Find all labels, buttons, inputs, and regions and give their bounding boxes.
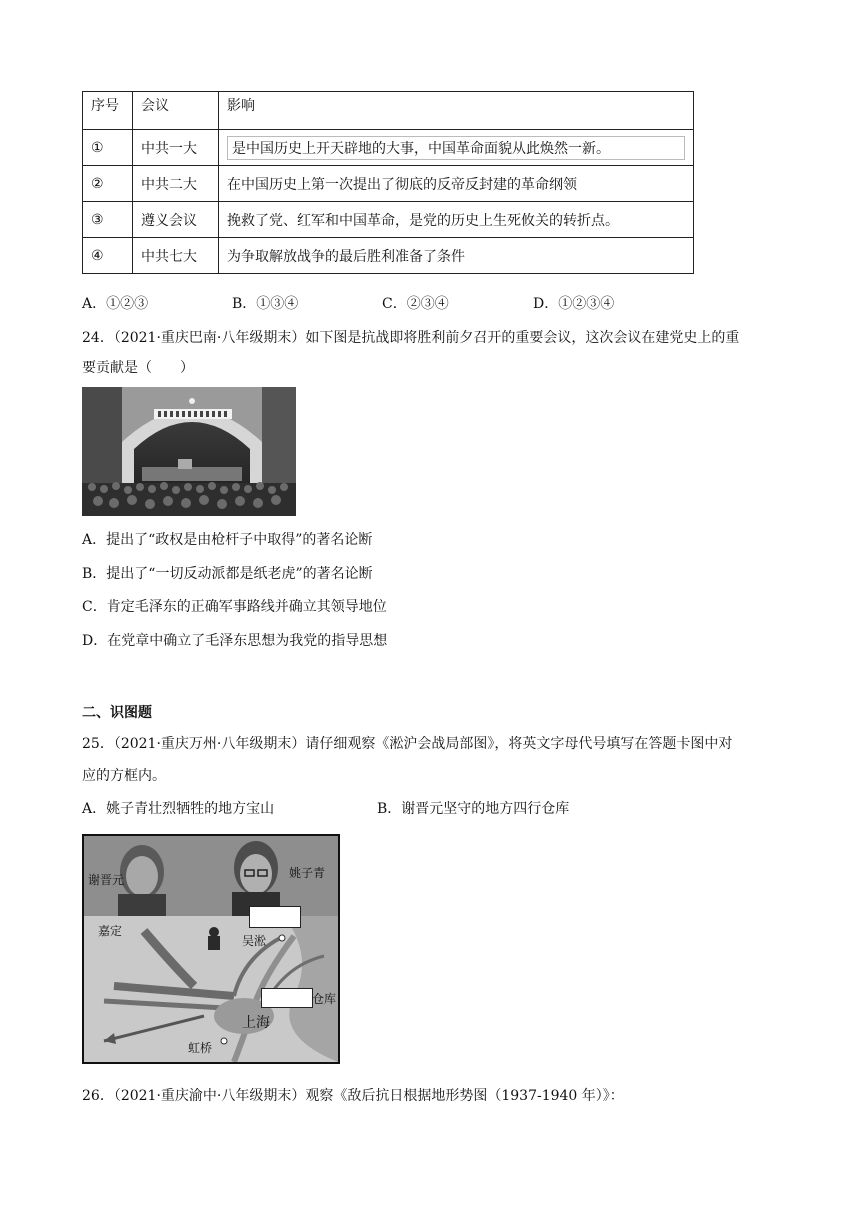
row-meeting: 中共一大 (132, 130, 218, 166)
q24-stem-line2: 要贡献是（ ） (82, 360, 194, 376)
q24-option-c[interactable]: C．肯定毛泽东的正确军事路线并确立其领导地位 (82, 599, 387, 615)
header-meeting: 会议 (132, 92, 218, 130)
q25-stem-line1: 25．（2021·重庆万州·八年级期末）请仔细观察《淞沪会战局部图》，将英文字母代号填写在答题卡图中对 (82, 736, 733, 752)
q23-option-a[interactable]: A．①②③ (82, 296, 149, 312)
q24-option-a[interactable]: A．提出了“政权是由枪杆子中取得”的著名论断 (82, 532, 373, 548)
q24-option-b[interactable]: B．提出了“一切反动派都是纸老虎”的著名论断 (82, 566, 373, 582)
row-effect-text: 是中国历史上开天辟地的大事，中国革命面貌从此焕然一新。 (227, 136, 685, 160)
q23-option-d[interactable]: D．①②③④ (533, 296, 615, 312)
table-row (83, 166, 694, 202)
q25-stem-line2: 应的方框内。 (82, 768, 166, 784)
label-xie: 谢晋元 (88, 873, 125, 887)
q23-option-b[interactable]: B．①③④ (232, 296, 299, 312)
table-row (83, 238, 694, 274)
table-header-row (83, 92, 694, 130)
row-number: ④ (83, 238, 133, 274)
label-yao: 姚子青 (289, 866, 326, 880)
soldier-icon (208, 927, 220, 950)
row-meeting: 遵义会议 (132, 202, 218, 238)
q23-option-c[interactable]: C．②③④ (382, 296, 449, 312)
row-number: ② (83, 166, 133, 202)
label-wusong: 吴淞 (242, 934, 267, 948)
label-hongqiao: 虹桥 (188, 1041, 213, 1055)
meetings-table (82, 91, 694, 274)
q25-option-a: A．姚子青壮烈牺牲的地方宝山 (82, 801, 275, 817)
answer-box-bottom[interactable] (261, 988, 313, 1008)
label-cangku: 仓库 (312, 992, 337, 1006)
row-effect (219, 130, 694, 166)
row-number: ③ (83, 202, 133, 238)
q25-option-b: B．谢晋元坚守的地方四行仓库 (377, 801, 570, 817)
q24-stem-line1: 24．（2021·重庆巴南·八年级期末）如下图是抗战即将胜利前夕召开的重要会议，这次会议在建党史上的重 (82, 330, 740, 346)
row-meeting: 中共七大 (132, 238, 218, 274)
answer-box-top[interactable] (249, 906, 301, 928)
row-effect: 为争取解放战争的最后胜利准备了条件 (219, 238, 694, 274)
songhu-battle-map (82, 834, 340, 1064)
header-number: 序号 (83, 92, 133, 130)
q26-stem: 26．（2021·重庆渝中·八年级期末）观察《敌后抗日根据地形势图（1937-1940 年）》： (82, 1088, 624, 1104)
label-jiading: 嘉定 (98, 924, 123, 938)
table-row (83, 130, 694, 166)
row-effect: 在中国历史上第一次提出了彻底的反帝反封建的革命纲领 (219, 166, 694, 202)
header-effect: 影响 (219, 92, 694, 130)
label-shanghai: 上海 (242, 1015, 270, 1031)
q24-option-d[interactable]: D．在党章中确立了毛泽东思想为我党的指导思想 (82, 633, 388, 649)
section-title: 二、识图题 (82, 705, 152, 721)
table-row (83, 202, 694, 238)
row-meeting: 中共二大 (132, 166, 218, 202)
row-number: ① (83, 130, 133, 166)
congress-photo (82, 387, 296, 516)
row-effect: 挽救了党、红军和中国革命，是党的历史上生死攸关的转折点。 (219, 202, 694, 238)
